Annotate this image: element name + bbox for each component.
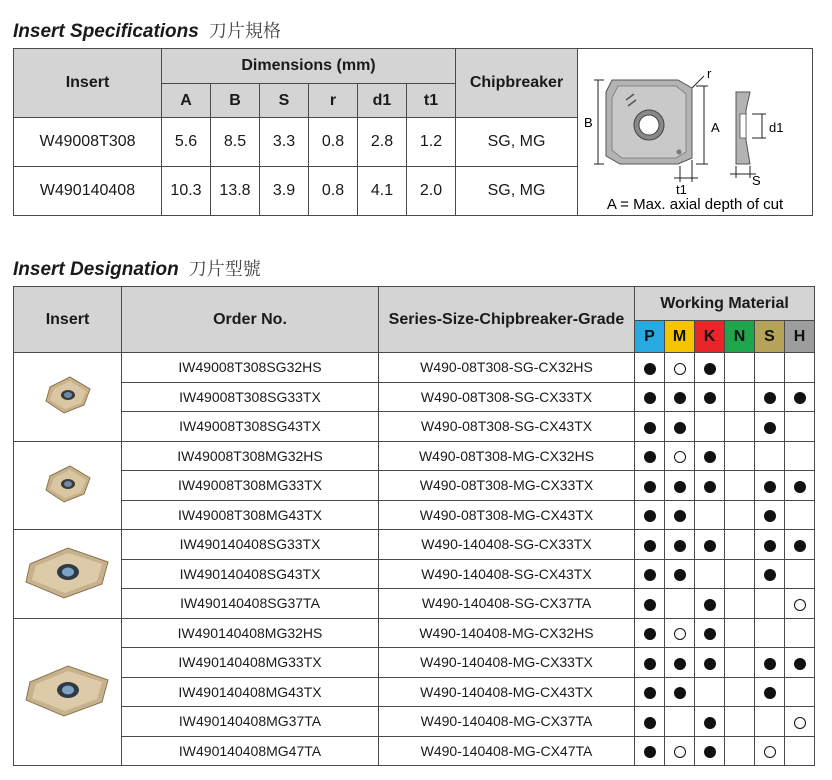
designation-row: [14, 559, 815, 589]
material-cell-n: [725, 412, 755, 442]
material-cell-k: [695, 441, 725, 471]
specifications-title: [13, 17, 281, 43]
series-code: W490-08T308-SG-CX33TX: [379, 382, 635, 412]
recommended-dot-icon: [704, 363, 716, 375]
recommended-dot-icon: [644, 569, 656, 581]
insert-image-cell: [14, 530, 122, 619]
material-cell-s: [755, 589, 785, 619]
recommended-dot-icon: [644, 363, 656, 375]
series-code: W490-140408-MG-CX43TX: [379, 677, 635, 707]
label-a: A: [711, 120, 720, 135]
recommended-dot-icon: [764, 540, 776, 552]
material-k-header: K: [695, 321, 725, 353]
insert-image-cell: [14, 353, 122, 442]
material-cell-p: [635, 707, 665, 737]
desig-header-working-material: Working Material: [635, 287, 815, 321]
material-cell-n: [725, 382, 755, 412]
spec-b: 8.5: [211, 118, 260, 167]
suitable-ring-icon: [674, 746, 686, 758]
material-cell-p: [635, 677, 665, 707]
spec-header-t1: t1: [407, 84, 456, 118]
material-cell-s: [755, 618, 785, 648]
material-h-header: H: [785, 321, 815, 353]
spec-header-d1: d1: [358, 84, 407, 118]
series-code: W490-08T308-MG-CX33TX: [379, 471, 635, 501]
specifications-title-text: Insert Specifications: [13, 21, 199, 42]
series-code: W490-140408-MG-CX37TA: [379, 707, 635, 737]
recommended-dot-icon: [764, 569, 776, 581]
material-cell-h: [785, 677, 815, 707]
material-cell-k: [695, 589, 725, 619]
material-cell-h: [785, 559, 815, 589]
material-cell-n: [725, 441, 755, 471]
order-number: IW490140408MG43TX: [122, 677, 379, 707]
spec-s: 3.9: [260, 167, 309, 216]
specifications-table: [13, 48, 813, 216]
recommended-dot-icon: [794, 658, 806, 670]
material-cell-s: [755, 707, 785, 737]
spec-s: 3.3: [260, 118, 309, 167]
material-cell-p: [635, 736, 665, 766]
recommended-dot-icon: [764, 392, 776, 404]
order-number: IW49008T308SG32HS: [122, 353, 379, 383]
material-cell-k: [695, 559, 725, 589]
recommended-dot-icon: [704, 628, 716, 640]
order-number: IW49008T308MG43TX: [122, 500, 379, 530]
material-p-header: P: [635, 321, 665, 353]
order-number: IW490140408SG37TA: [122, 589, 379, 619]
designation-row: [14, 677, 815, 707]
designation-row: [14, 618, 815, 648]
material-cell-m: [665, 382, 695, 412]
material-cell-h: [785, 412, 815, 442]
material-cell-s: [755, 500, 785, 530]
designation-title-zh: 刀片型號: [188, 259, 261, 280]
recommended-dot-icon: [644, 510, 656, 522]
designation-row: [14, 441, 815, 471]
material-cell-h: [785, 441, 815, 471]
material-cell-n: [725, 677, 755, 707]
order-number: IW49008T308MG33TX: [122, 471, 379, 501]
recommended-dot-icon: [704, 717, 716, 729]
series-code: W490-08T308-SG-CX32HS: [379, 353, 635, 383]
designation-row: [14, 736, 815, 766]
spec-header-chipbreaker: Chipbreaker: [456, 49, 578, 118]
material-cell-p: [635, 618, 665, 648]
material-m-header: M: [665, 321, 695, 353]
spec-chipbreaker: SG, MG: [456, 167, 578, 216]
series-code: W490-08T308-MG-CX32HS: [379, 441, 635, 471]
spec-insert: W49008T308: [14, 118, 162, 167]
spec-d1: 2.8: [358, 118, 407, 167]
material-cell-k: [695, 530, 725, 560]
order-number: IW49008T308SG33TX: [122, 382, 379, 412]
series-code: W490-140408-MG-CX32HS: [379, 618, 635, 648]
material-cell-n: [725, 707, 755, 737]
material-s-header: S: [755, 321, 785, 353]
spec-header-a: A: [162, 84, 211, 118]
material-cell-h: [785, 589, 815, 619]
spec-t1: 1.2: [407, 118, 456, 167]
recommended-dot-icon: [644, 628, 656, 640]
material-cell-p: [635, 648, 665, 678]
spec-header-insert: Insert: [14, 49, 162, 118]
recommended-dot-icon: [644, 540, 656, 552]
order-number: IW490140408MG47TA: [122, 736, 379, 766]
recommended-dot-icon: [644, 687, 656, 699]
spec-header-b: B: [211, 84, 260, 118]
material-n-header: N: [725, 321, 755, 353]
order-number: IW490140408SG43TX: [122, 559, 379, 589]
insert-large-mg-image: [14, 660, 121, 723]
recommended-dot-icon: [764, 510, 776, 522]
material-cell-p: [635, 589, 665, 619]
material-cell-k: [695, 471, 725, 501]
designation-row: [14, 530, 815, 560]
designation-row: [14, 707, 815, 737]
material-cell-k: [695, 618, 725, 648]
recommended-dot-icon: [794, 540, 806, 552]
recommended-dot-icon: [704, 658, 716, 670]
material-cell-p: [635, 353, 665, 383]
recommended-dot-icon: [704, 746, 716, 758]
spec-r: 0.8: [309, 118, 358, 167]
recommended-dot-icon: [674, 422, 686, 434]
material-cell-h: [785, 471, 815, 501]
spec-header-r: r: [309, 84, 358, 118]
spec-r: 0.8: [309, 167, 358, 216]
spec-d1: 4.1: [358, 167, 407, 216]
recommended-dot-icon: [764, 481, 776, 493]
suitable-ring-icon: [674, 363, 686, 375]
spec-insert: W490140408: [14, 167, 162, 216]
series-code: W490-08T308-SG-CX43TX: [379, 412, 635, 442]
designation-row: [14, 382, 815, 412]
designation-title: [13, 255, 261, 281]
material-cell-k: [695, 353, 725, 383]
spec-b: 13.8: [211, 167, 260, 216]
material-cell-s: [755, 559, 785, 589]
material-cell-k: [695, 677, 725, 707]
suitable-ring-icon: [794, 717, 806, 729]
material-cell-p: [635, 471, 665, 501]
recommended-dot-icon: [644, 451, 656, 463]
material-cell-s: [755, 412, 785, 442]
insert-small-sg-image: [14, 373, 121, 420]
recommended-dot-icon: [764, 658, 776, 670]
material-cell-m: [665, 471, 695, 501]
material-cell-m: [665, 353, 695, 383]
material-cell-s: [755, 677, 785, 707]
material-cell-m: [665, 736, 695, 766]
material-cell-m: [665, 559, 695, 589]
recommended-dot-icon: [764, 422, 776, 434]
material-cell-h: [785, 707, 815, 737]
recommended-dot-icon: [674, 540, 686, 552]
series-code: W490-08T308-MG-CX43TX: [379, 500, 635, 530]
recommended-dot-icon: [794, 481, 806, 493]
recommended-dot-icon: [674, 392, 686, 404]
spec-header-s: S: [260, 84, 309, 118]
spec-a: 10.3: [162, 167, 211, 216]
suitable-ring-icon: [674, 628, 686, 640]
designation-row: [14, 471, 815, 501]
label-b: B: [584, 115, 593, 130]
recommended-dot-icon: [704, 392, 716, 404]
material-cell-m: [665, 530, 695, 560]
designation-row: [14, 353, 815, 383]
recommended-dot-icon: [644, 481, 656, 493]
order-number: IW490140408SG33TX: [122, 530, 379, 560]
material-cell-n: [725, 500, 755, 530]
material-cell-m: [665, 618, 695, 648]
designation-title-text: Insert Designation: [13, 259, 179, 280]
material-cell-p: [635, 559, 665, 589]
suitable-ring-icon: [764, 746, 776, 758]
diagram-note: A = Max. axial depth of cut: [606, 196, 784, 212]
material-cell-n: [725, 736, 755, 766]
desig-header-insert: Insert: [14, 287, 122, 353]
designation-table: [13, 286, 815, 766]
recommended-dot-icon: [764, 687, 776, 699]
order-number: IW490140408MG33TX: [122, 648, 379, 678]
specifications-title-zh: 刀片規格: [208, 21, 281, 42]
designation-row: [14, 500, 815, 530]
recommended-dot-icon: [674, 569, 686, 581]
material-cell-p: [635, 382, 665, 412]
insert-dimension-diagram: [578, 49, 813, 216]
material-cell-m: [665, 500, 695, 530]
recommended-dot-icon: [704, 599, 716, 611]
material-cell-m: [665, 707, 695, 737]
insert-large-sg-image: [14, 542, 121, 605]
designation-row: [14, 412, 815, 442]
label-s: S: [752, 173, 761, 188]
material-cell-k: [695, 736, 725, 766]
material-cell-p: [635, 500, 665, 530]
material-cell-m: [665, 677, 695, 707]
material-cell-h: [785, 382, 815, 412]
insert-image-cell: [14, 618, 122, 766]
material-cell-h: [785, 618, 815, 648]
series-code: W490-140408-SG-CX33TX: [379, 530, 635, 560]
label-r: r: [707, 66, 712, 81]
material-cell-s: [755, 441, 785, 471]
material-cell-n: [725, 353, 755, 383]
recommended-dot-icon: [644, 746, 656, 758]
material-cell-h: [785, 530, 815, 560]
recommended-dot-icon: [674, 687, 686, 699]
material-cell-s: [755, 382, 785, 412]
series-code: W490-140408-MG-CX33TX: [379, 648, 635, 678]
recommended-dot-icon: [644, 599, 656, 611]
material-cell-m: [665, 441, 695, 471]
insert-image-cell: [14, 441, 122, 530]
insert-diagram-svg: [580, 52, 810, 212]
material-cell-s: [755, 471, 785, 501]
recommended-dot-icon: [644, 422, 656, 434]
material-cell-h: [785, 500, 815, 530]
spec-a: 5.6: [162, 118, 211, 167]
material-cell-s: [755, 530, 785, 560]
material-cell-s: [755, 736, 785, 766]
material-cell-m: [665, 589, 695, 619]
material-cell-k: [695, 382, 725, 412]
material-cell-n: [725, 471, 755, 501]
recommended-dot-icon: [644, 717, 656, 729]
material-cell-h: [785, 648, 815, 678]
series-code: W490-140408-SG-CX43TX: [379, 559, 635, 589]
material-cell-h: [785, 736, 815, 766]
recommended-dot-icon: [644, 392, 656, 404]
material-cell-k: [695, 707, 725, 737]
recommended-dot-icon: [674, 481, 686, 493]
material-cell-p: [635, 441, 665, 471]
spec-header-dimensions: Dimensions (mm): [162, 49, 456, 84]
desig-header-order: Order No.: [122, 287, 379, 353]
recommended-dot-icon: [674, 510, 686, 522]
suitable-ring-icon: [794, 599, 806, 611]
label-d1: d1: [769, 120, 784, 135]
series-code: W490-140408-SG-CX37TA: [379, 589, 635, 619]
material-cell-n: [725, 530, 755, 560]
recommended-dot-icon: [674, 658, 686, 670]
recommended-dot-icon: [704, 451, 716, 463]
designation-row: [14, 589, 815, 619]
order-number: IW49008T308MG32HS: [122, 441, 379, 471]
spec-chipbreaker: SG, MG: [456, 118, 578, 167]
insert-small-mg-image: [14, 462, 121, 509]
series-code: W490-140408-MG-CX47TA: [379, 736, 635, 766]
material-cell-p: [635, 412, 665, 442]
material-cell-m: [665, 648, 695, 678]
desig-header-series: Series-Size-Chipbreaker-Grade: [379, 287, 635, 353]
material-cell-m: [665, 412, 695, 442]
order-number: IW49008T308SG43TX: [122, 412, 379, 442]
material-cell-n: [725, 559, 755, 589]
order-number: IW490140408MG37TA: [122, 707, 379, 737]
suitable-ring-icon: [674, 451, 686, 463]
order-number: IW490140408MG32HS: [122, 618, 379, 648]
material-cell-k: [695, 648, 725, 678]
material-cell-s: [755, 353, 785, 383]
material-cell-h: [785, 353, 815, 383]
recommended-dot-icon: [704, 540, 716, 552]
material-cell-n: [725, 648, 755, 678]
spec-t1: 2.0: [407, 167, 456, 216]
label-t1: t1: [676, 182, 687, 197]
recommended-dot-icon: [704, 481, 716, 493]
recommended-dot-icon: [794, 392, 806, 404]
material-cell-n: [725, 589, 755, 619]
material-cell-k: [695, 500, 725, 530]
material-cell-s: [755, 648, 785, 678]
material-cell-p: [635, 530, 665, 560]
recommended-dot-icon: [644, 658, 656, 670]
material-cell-k: [695, 412, 725, 442]
designation-row: [14, 648, 815, 678]
material-cell-n: [725, 618, 755, 648]
